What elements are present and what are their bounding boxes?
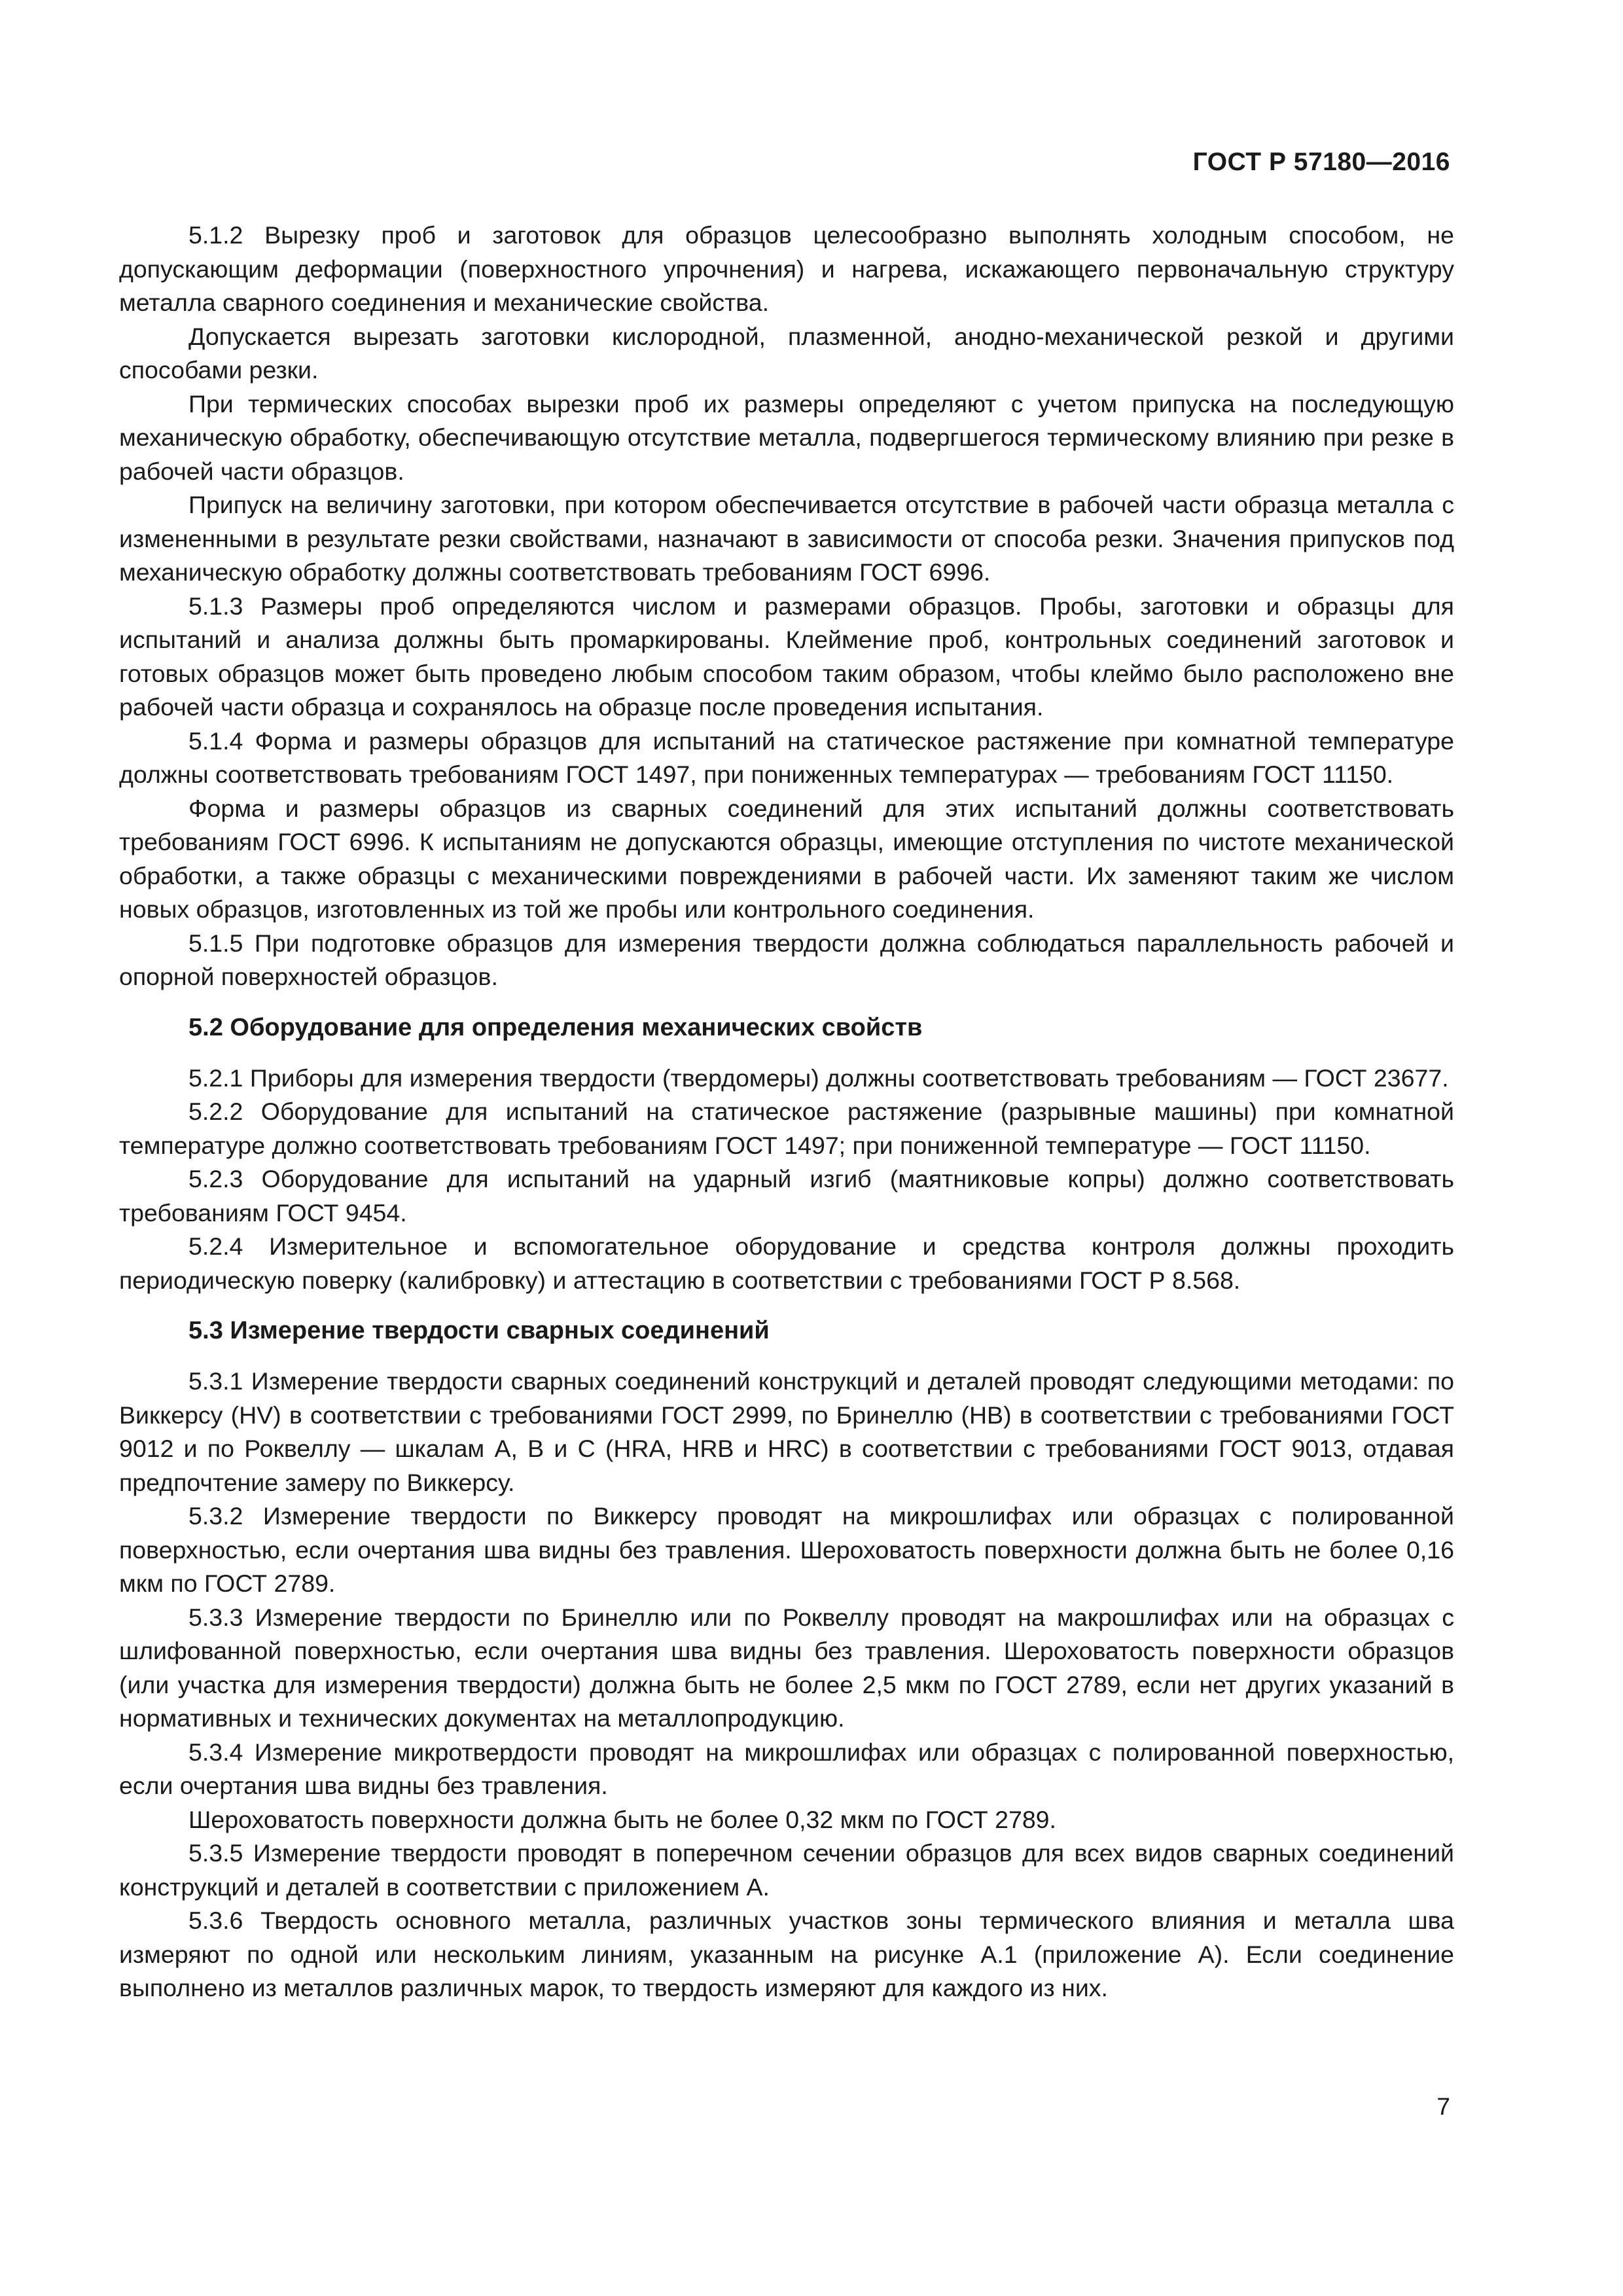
paragraph-5-1-2: 5.1.2 Вырезку проб и заготовок для образцов целесообразно выполнять холодным способом, не допускающим деформации (поверхностного упрочнения) и нагрева, искажающего первоначальную структуру металла сварного соединения и механические свойства. — [119, 221, 1454, 316]
paragraph-5-1-5: 5.1.5 При подготовке образцов для измерения твердости должна соблюдаться параллельность рабочей и опорной поверхностей образцов. — [119, 929, 1454, 990]
paragraph-5-3-4: 5.3.4 Измерение микротвердости проводят на микрошлифах или образцах с полированной поверхностью, если очертания шва видны без травления. — [119, 1738, 1454, 1799]
document-header: ГОСТ Р 57180—2016 — [1192, 148, 1450, 176]
paragraph-5-2-4: 5.2.4 Измерительное и вспомогательное оборудование и средства контроля должны проходить периодическую поверку (калибровку) и аттестацию в соответствии с требованиями ГОСТ Р 8.568. — [119, 1232, 1454, 1294]
page-number: 7 — [1436, 2093, 1450, 2120]
paragraph-5-3-6: 5.3.6 Твердость основного металла, различных участков зоны термического влияния и металла шва измеряют по одной или нескольким линиям, указанным на рисунке А.1 (приложение А). Если соединение выполнено из металлов различных марок, то твердость измеряют для каждого из них. — [119, 1907, 1454, 2001]
section-heading-5-3: 5.3 Измерение твердости сварных соединений — [188, 1317, 770, 1344]
paragraph-5-2-3: 5.2.3 Оборудование для испытаний на ударный изгиб (маятниковые копры) должно соответствовать требованиям ГОСТ 9454. — [119, 1165, 1454, 1227]
paragraph-5-2-1: 5.2.1 Приборы для измерения твердости (твердомеры) должны соответствовать требованиям — ГОСТ 23677. — [188, 1064, 1449, 1092]
paragraph-5-1-4: 5.1.4 Форма и размеры образцов для испытаний на статическое растяжение при комнатной температуре должны соответствовать требованиям ГОСТ 1497, при пониженных температурах — требованиям ГОСТ 11150. — [119, 726, 1454, 788]
paragraph-5-1-2-d: Припуск на величину заготовки, при котором обеспечивается отсутствие в рабочей части образца металла с измененными в результате резки свойствами, назначают в зависимости от способа резки. Значения припусков под механическую обработку должны соответствовать требованиям ГОСТ 6996. — [119, 491, 1454, 586]
paragraph-5-1-2-b: Допускается вырезать заготовки кислородной, плазменной, анодно-механической резкой и другими способами резки. — [119, 322, 1454, 384]
paragraph-5-2-2: 5.2.2 Оборудование для испытаний на статическое растяжение (разрывные машины) при комнатной температуре должно соответствовать требованиям ГОСТ 1497; при пониженной температуре — ГОСТ 11150. — [119, 1098, 1454, 1159]
paragraph-5-1-4-b: Форма и размеры образцов из сварных соединений для этих испытаний должны соответствовать требованиям ГОСТ 6996. К испытаниям не допускаются образцы, имеющие отступления по чистоте механической обработки, а также образцы с механическими повреждениями в рабочей части. Их заменяют таким же числом новых образцов, изготовленных из той же пробы или контрольного соединения. — [119, 794, 1454, 923]
paragraph-5-3-2: 5.3.2 Измерение твердости по Виккерсу проводят на микрошлифах или образцах с полированной поверхностью, если очертания шва видны без травления. Шероховатость поверхности должна быть не более 0,16 мкм по ГОСТ 2789. — [119, 1502, 1454, 1597]
paragraph-5-3-5: 5.3.5 Измерение твердости проводят в поперечном сечении образцов для всех видов сварных соединений конструкций и деталей в соответствии с приложением А. — [119, 1839, 1454, 1901]
section-heading-5-2: 5.2 Оборудование для определения механических свойств — [188, 1013, 923, 1041]
paragraph-5-3-1: 5.3.1 Измерение твердости сварных соединений конструкций и деталей проводят следующими методами: по Виккерсу (HV) в соответствии с требованиями ГОСТ 2999, по Бринеллю (НВ) в соответствии с требованиями ГОСТ 9012 и по Роквеллу — шкалам А, В и С (HRA, HRB и HRC) в соответствии с требованиями ГОСТ 9013, отдавая предпочтение замеру по Виккерсу. — [119, 1367, 1454, 1496]
paragraph-5-3-3: 5.3.3 Измерение твердости по Бринеллю или по Роквеллу проводят на макрошлифах или на образцах с шлифованной поверхностью, если очертания шва видны без травления. Шероховатость поверхности образцов (или участка для измерения твердости) должна быть не более 2,5 мкм по ГОСТ 2789, если нет других указаний в нормативных и технических документах на металлопродукцию. — [119, 1603, 1454, 1732]
paragraph-5-3-4-b: Шероховатость поверхности должна быть не более 0,32 мкм по ГОСТ 2789. — [188, 1805, 1056, 1833]
paragraph-5-1-2-c: При термических способах вырезки проб их размеры определяют с учетом припуска на последующую механическую обработку, обеспечивающую отсутствие металла, подвергшегося термическому влиянию при резке в рабочей части образцов. — [119, 389, 1454, 485]
document-body — [119, 219, 1454, 2005]
paragraph-5-1-3: 5.1.3 Размеры проб определяются числом и размерами образцов. Пробы, заготовки и образцы для испытаний и анализа должны быть промаркированы. Клеймение проб, контрольных соединений заготовок и готовых образцов может быть проведено любым способом таким образом, чтобы клеймо было расположено вне рабочей части образца и сохранялось на образце после проведения испытания. — [119, 592, 1454, 721]
